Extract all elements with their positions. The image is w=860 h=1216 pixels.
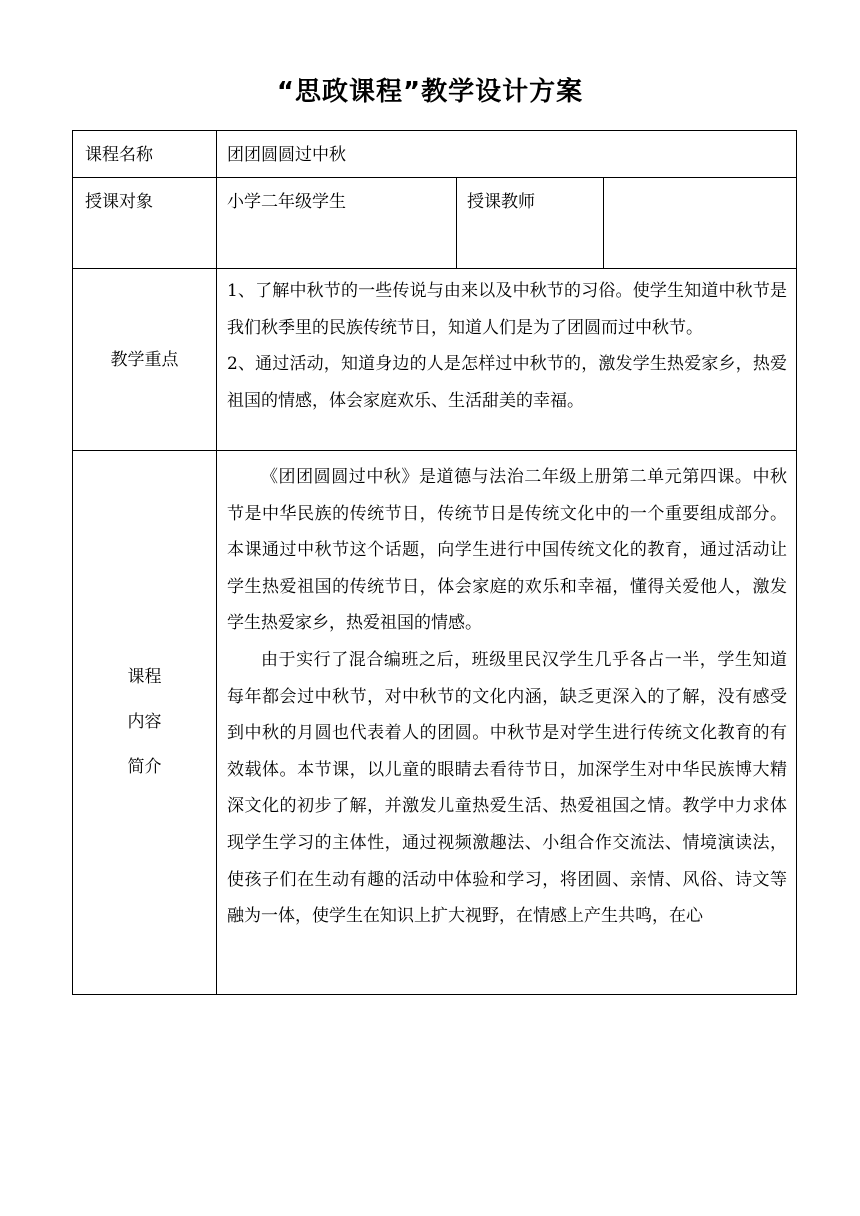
row-audience	[73, 178, 797, 269]
intro-paragraph: 由于实行了混合编班之后，班级里民汉学生几乎各占一半，学生知道每年都会过中秋节，对中秋节的文化内涵，缺乏更深入的了解，没有感受到中秋的月圆也代表着人的团圆。中秋节是对学生进行传统文化教育的有效载体。本节课，以儿童的眼睛去看待节日，加深学生对中华民族博大精深文化的初步了解，并激发儿童热爱生活、热爱祖国之情。教学中力求体现学生学习的主体性，通过视频激趣法、小组合作交流法、情境演读法，使孩子们在生动有趣的活动中体验和学习，将团圆、亲情、风俗、诗文等融为一体，使学生在知识上扩大视野，在情感上产生共鸣，在心	[227, 649, 788, 927]
course-name-label: 课程名称	[73, 131, 217, 178]
intro-label-line: 简介	[127, 757, 162, 777]
teacher-value	[604, 178, 797, 269]
lesson-plan-table	[72, 130, 797, 995]
intro-text-area	[227, 459, 787, 993]
document-title: “思政课程”教学设计方案	[276, 77, 584, 107]
key-point-item: 2、通过活动，知道身边的人是怎样过中秋节的，激发学生热爱家乡，热爱祖国的情感，体会家庭欢乐、生活甜美的幸福。	[227, 354, 788, 411]
key-points-label: 教学重点	[73, 269, 217, 451]
intro-label-line: 课程	[127, 667, 162, 687]
audience-value: 小学二年级学生	[217, 178, 457, 269]
key-point-item: 1、了解中秋节的一些传说与由来以及中秋节的习俗。使学生知道中秋节是我们秋季里的民族传统节日，知道人们是为了团圆而过中秋节。	[227, 281, 788, 338]
key-points-content	[217, 269, 797, 451]
row-key-points	[73, 269, 797, 451]
row-intro	[73, 451, 797, 995]
row-course-name	[73, 131, 797, 178]
intro-label-line: 内容	[127, 712, 162, 732]
teacher-label: 授课教师	[457, 178, 604, 269]
intro-label	[73, 451, 217, 995]
intro-paragraph: 《团团圆圆过中秋》是道德与法治二年级上册第二单元第四课。中秋节是中华民族的传统节日，传统节日是传统文化中的一个重要组成部分。本课通过中秋节这个话题，向学生进行中国传统文化的教育，通过活动让学生热爱祖国的传统节日，体会家庭的欢乐和幸福，懂得关爱他人，激发学生热爱家乡，热爱祖国的情感。	[227, 467, 788, 634]
audience-label: 授课对象	[73, 178, 217, 269]
intro-content	[217, 451, 797, 995]
course-name-value: 团团圆圆过中秋	[217, 131, 797, 178]
